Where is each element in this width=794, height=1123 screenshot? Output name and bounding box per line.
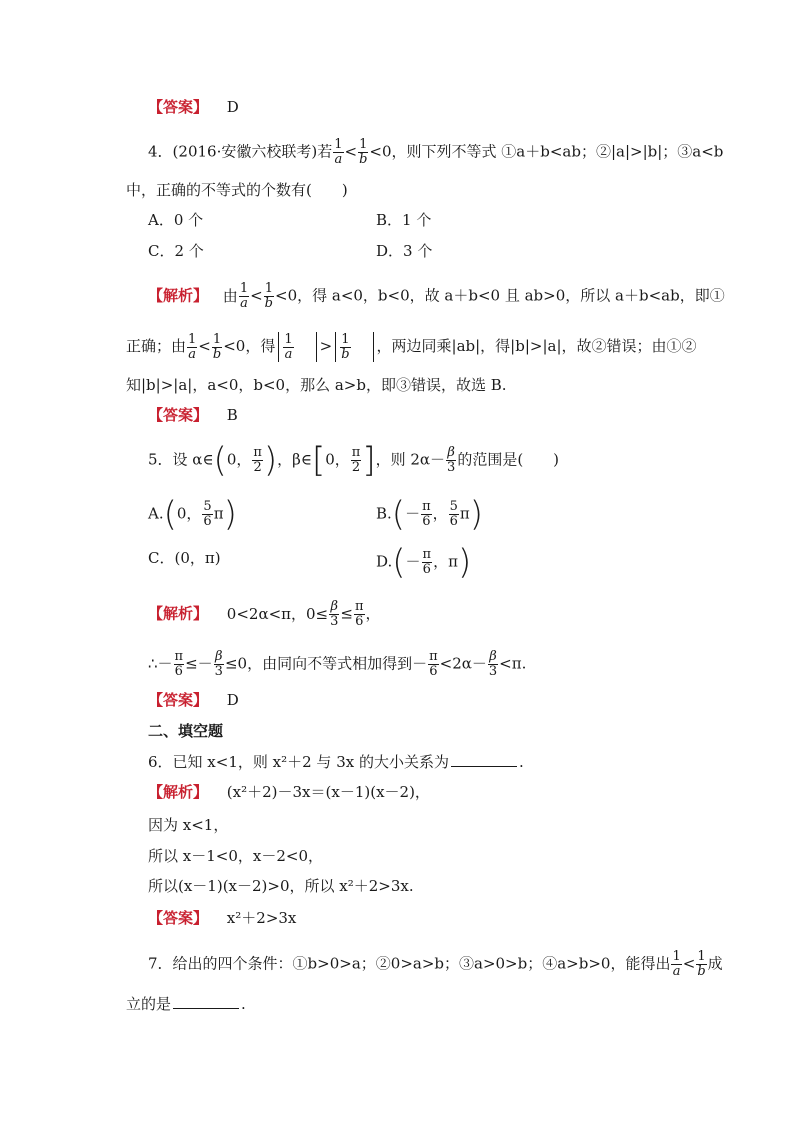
period: . [241, 995, 246, 1013]
answer-line-q6 [148, 908, 296, 928]
q4-solution-line2 [126, 332, 697, 362]
frac-num: 1 [264, 281, 273, 296]
frac-den: 6 [203, 514, 212, 529]
answer-value: D [226, 98, 239, 116]
fraction-1-over-b [212, 333, 222, 362]
q5-option-d: D.(－ $\frac{\pi}{6}$ ，π) [376, 542, 472, 583]
option-letter: B. [376, 504, 392, 523]
frac-num: β [447, 445, 455, 460]
option-c-text: C．2 个 [148, 242, 204, 260]
option-b-text: B．1 个 [376, 211, 432, 229]
fraction-pi-over-6 [354, 600, 365, 629]
open-paren: ( [213, 440, 227, 481]
q4-solution-line3 [126, 375, 507, 395]
fraction-1-over-b [696, 950, 706, 979]
fraction-5-over-6 [449, 500, 459, 529]
frac-num: π [429, 649, 438, 664]
fraction-beta-over-3 [446, 446, 456, 475]
frac-num: π [174, 649, 184, 664]
analysis-tag: 【解析】 [148, 783, 209, 801]
frac-num: 1 [341, 331, 350, 347]
fraction-pi-over-6 [421, 500, 432, 529]
q7-stem-text: 7．给出的四个条件：①b>0>a；②0>a>b；③a>0>b；④a>b>0，能得出 [148, 954, 671, 973]
pi: π [448, 552, 458, 571]
abs-bar-left [278, 332, 279, 362]
q4-stem-text-2: <0，则下列不等式 ①a＋b<ab；②|a|>|b|；③a<b [369, 142, 724, 161]
abs-bar-right [373, 332, 374, 362]
frac-num: 1 [359, 137, 368, 152]
option-c-text: C．(0，π) [148, 549, 221, 567]
q6-solution-line2 [148, 815, 228, 835]
analysis-tag: 【解析】 [148, 604, 209, 623]
pi: π [213, 504, 224, 523]
q7-stem-line1 [148, 950, 723, 979]
q5-stem-text-3: ，则 2α－ [375, 450, 446, 469]
q6-solution-line3 [148, 846, 323, 866]
fraction-pi-over-6 [428, 650, 439, 679]
frac-den: 3 [214, 664, 223, 679]
zero: 0， [226, 450, 252, 469]
frac-den: 3 [447, 460, 456, 475]
fraction-pi-over-6 [422, 548, 433, 577]
frac-num: 1 [284, 331, 293, 347]
frac-den: b [264, 296, 273, 311]
lt-sign: < [682, 954, 696, 973]
option-a-text: A．0 个 [148, 211, 204, 229]
frac-den: 6 [429, 664, 438, 679]
q4-option-c [148, 241, 204, 261]
q5-stem-text-4: 的范围是( ) [457, 450, 560, 469]
frac-num: π [253, 445, 262, 460]
q4-stem-line2 [126, 180, 348, 200]
answer-tag: 【答案】 [148, 406, 209, 424]
answer-tag: 【答案】 [148, 691, 209, 709]
answer-value: D [226, 691, 239, 709]
frac-num: β [489, 649, 497, 664]
answer-line-q4 [148, 405, 238, 425]
q5-stem [148, 440, 560, 481]
fraction-1-over-a [187, 333, 197, 362]
q4-stem-text-3: 中，正确的不等式的个数有( ) [126, 181, 348, 199]
sol-text: 由 [222, 286, 238, 305]
close-paren: ) [263, 440, 278, 481]
q6-solution-line1 [148, 782, 430, 802]
fraction-pi-over-2 [252, 446, 263, 475]
fraction-5-over-6 [202, 500, 212, 529]
close-bracket: ] [362, 440, 376, 481]
q5-solution-line1: 【解析】 0<2α<π，0≤ $\frac{\beta}{3}$ ≤ $\frac{\pi}{6}$ ， [148, 599, 381, 629]
fraction-beta-over-3 [488, 650, 498, 679]
q7-stem-text-3: 立的是 [126, 995, 172, 1013]
q5-option-b: B.(－ $\frac{\pi}{6}$ ， $\frac{5}{6}$ π) [376, 494, 484, 535]
frac-den: 6 [174, 664, 183, 679]
q4-option-d [376, 241, 432, 261]
option-d-text: D．3 个 [376, 242, 433, 260]
sol-text: 所以(x－1)(x－2)>0，所以 x²＋2>3x. [148, 877, 414, 895]
frac-den: 6 [422, 562, 431, 577]
frac-num: 1 [212, 331, 222, 347]
answer-value: B [226, 406, 238, 424]
answer-tag: 【答案】 [148, 909, 209, 927]
frac-den: 3 [330, 614, 339, 629]
q7-stem-line2 [126, 994, 246, 1014]
frac-den: b [697, 964, 706, 979]
frac-den: a [672, 964, 681, 979]
frac-den: b [212, 346, 222, 362]
answer-tag: 【答案】 [148, 98, 209, 116]
q6-stem-text: 6．已知 x<1，则 x²＋2 与 3x 的大小关系为 [148, 753, 449, 771]
frac-den: a [334, 152, 343, 167]
sol-text: 知|b|>|a|，a<0，b<0，那么 a>b，即③错误，故选 B. [126, 376, 507, 394]
sol-text-2: ≤－ [185, 654, 213, 673]
close-paren: ) [469, 494, 484, 535]
sol-text: ∴－ [148, 654, 173, 673]
zero: 0， [325, 450, 350, 469]
minus: － [405, 552, 421, 571]
frac-num: 1 [334, 137, 343, 152]
option-letter: D. [376, 552, 393, 571]
answer-line-q5 [148, 690, 239, 710]
q5-stem-text-2: ，β∈ [277, 450, 312, 469]
open-paren: ( [163, 494, 177, 535]
lt-sign: < [250, 286, 263, 305]
abs-bar-left [335, 332, 336, 362]
q5-option-a [148, 494, 237, 535]
sol-text-3: ≤0，由同向不等式相加得到－ [224, 654, 428, 673]
frac-num: π [351, 445, 361, 460]
minus: － [405, 504, 421, 523]
abs-bar-right [316, 332, 317, 362]
analysis-tag: 【解析】 [148, 286, 209, 305]
frac-num: 1 [239, 281, 249, 296]
close-paren: ) [457, 542, 472, 583]
q6-solution-line4 [148, 876, 414, 896]
frac-num: 1 [188, 331, 197, 347]
open-paren: ( [392, 542, 406, 583]
q5-solution-line2 [148, 650, 526, 679]
frac-num: π [354, 599, 364, 614]
frac-num: β [330, 599, 339, 614]
fraction-pi-over-2 [351, 446, 362, 475]
sol-text: 正确；由 [126, 337, 187, 355]
sol-text: (x²＋2)－3x＝(x－1)(x－2)， [226, 783, 430, 801]
sol-text-3: ，两边同乘|ab|，得|b|>|a|，故②错误；由①② [376, 337, 697, 355]
q4-stem-text: 若 [317, 142, 333, 161]
q4-option-b [376, 210, 431, 230]
open-paren: ( [391, 494, 406, 535]
fraction-pi-over-6 [174, 650, 185, 679]
frac-num: π [422, 547, 432, 562]
q4-option-a [148, 210, 203, 230]
fraction-beta-over-3 [329, 600, 339, 629]
sol-text: 0<2α<π，0≤ [226, 604, 329, 623]
answer-value: x²＋2>3x [226, 909, 297, 927]
fraction-1-over-a [283, 333, 293, 362]
close-paren: ) [223, 494, 237, 535]
q7-stem-text-2: 成 [707, 954, 723, 973]
frac-den: a [188, 346, 197, 362]
q5-option-c [148, 548, 221, 568]
lt-sign: < [344, 142, 358, 161]
frac-num: 5 [203, 499, 212, 514]
frac-den: 2 [351, 460, 361, 475]
period: . [518, 753, 524, 771]
gt-sign: > [319, 337, 333, 355]
frac-den: b [359, 152, 368, 167]
frac-den: a [284, 346, 293, 362]
fraction-1-over-a [671, 950, 681, 979]
frac-den: 6 [355, 614, 364, 629]
sol-text: 所以 x－1<0，x－2<0， [148, 847, 323, 865]
answer-line-q3 [148, 97, 239, 117]
frac-num: π [422, 499, 431, 514]
answer-blank [173, 994, 239, 1009]
q5-stem-text: 5．设 α∈ [148, 450, 214, 469]
sol-text-4: <2α－ [439, 654, 487, 673]
q4-solution-line1 [148, 282, 725, 311]
frac-num: 1 [672, 949, 681, 964]
lt-sign: < [198, 337, 211, 355]
frac-den: 3 [488, 664, 498, 679]
sol-text: 因为 x<1， [148, 816, 229, 834]
fraction-1-over-b [340, 333, 350, 362]
frac-num: 1 [697, 949, 706, 964]
fraction-1-over-b [264, 282, 274, 311]
frac-den: b [341, 346, 350, 362]
fraction-1-over-a [239, 282, 249, 311]
frac-den: 6 [449, 514, 458, 529]
fraction-1-over-a [333, 138, 343, 167]
frac-den: 2 [253, 460, 262, 475]
frac-num: β [215, 649, 223, 664]
section-heading: 二、填空题 [148, 722, 224, 740]
option-letter: A. [148, 504, 164, 523]
fraction-beta-over-3 [214, 650, 224, 679]
answer-blank [451, 752, 517, 767]
q6-stem [148, 752, 524, 772]
q4-number: 4． [148, 142, 173, 161]
q4-stem-line1 [148, 138, 723, 167]
pi: π [459, 504, 470, 523]
sol-text-2: <0，得 a<0，b<0，故 a＋b<0 且 ab>0，所以 a＋b<ab，即① [275, 286, 725, 305]
q4-source: (2016·安徽六校联考) [172, 142, 318, 161]
fraction-1-over-b [358, 138, 368, 167]
sol-text-2: <0，得 [223, 337, 276, 355]
frac-num: 5 [449, 499, 458, 514]
zero: 0， [176, 504, 202, 523]
open-bracket: [ [311, 440, 326, 481]
le-sign: ≤ [340, 604, 353, 623]
sol-text-5: <π. [499, 654, 527, 673]
frac-den: a [240, 296, 248, 311]
frac-den: 6 [422, 514, 431, 529]
